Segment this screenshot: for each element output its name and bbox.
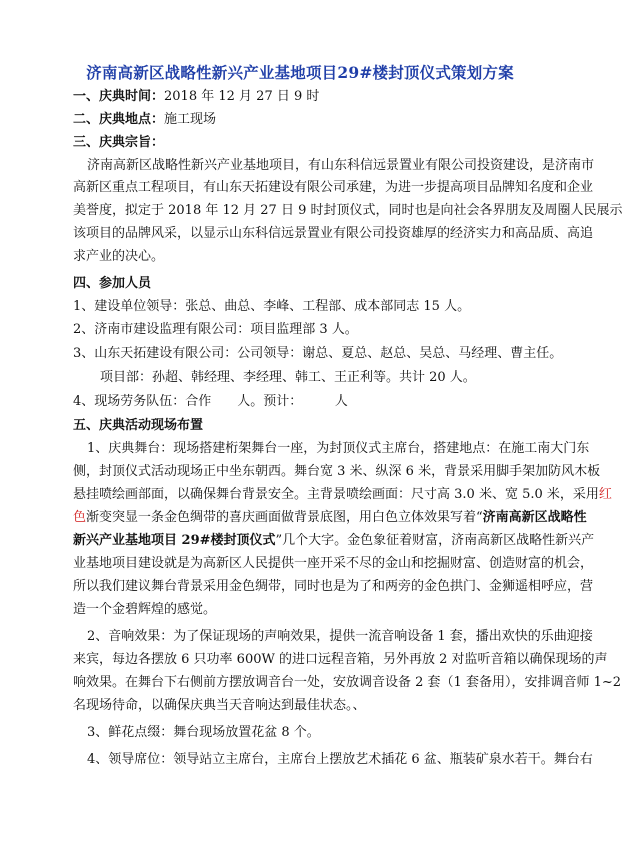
section-1-value: 2018 年 12 月 27 日 9 时 [164,89,320,104]
section-2-heading: 二、庆典地点： [73,112,165,127]
purpose-line-1: 济南高新区战略性新兴产业基地项目，有山东科信远景置业有限公司投资建设，是济南市 [87,158,595,173]
purpose-line-2: 高新区重点工程项目，有山东天拓建设有限公司承建，为进一步提高项目品牌知名度和企业 [73,180,594,195]
participant-item-1: 1、建设单位领导：张总、曲总、李峰、工程部、成本部同志 15 人。 [73,299,471,314]
audio-line-3: 响效果。在舞台下右侧前方摆放调音台一处，安放调音设备 2 套（1 套备用），安排调音师 1~2 [73,675,622,690]
section-4-heading: 四、参加人员 [73,276,152,291]
participant-item-3-project: 项目部：孙超、韩经理、李经理、韩工、王正利等。共计 20 人。 [100,370,476,385]
stage-line-4-red: 色 [73,510,87,525]
section-1-heading: 一、庆典时间： [73,89,165,104]
stage-line-2: 侧，封顶仪式活动现场正中坐东朝西。舞台宽 3 米、纵深 6 米，背景采用脚手架加防风木板 [73,464,601,479]
stage-line-6: 业基地项目建设就是为高新区人民提供一座开采不尽的金山和挖掘财富、创造财富的机会， [73,556,594,571]
purpose-line-3: 美誉度，拟定于 2018 年 12 月 27 日 9 时封顶仪式，同时也是向社会各界朋友及周圈人民展示 [73,203,623,218]
stage-line-3-red: 红 [598,487,612,502]
stage-line-1: 1、庆典舞台：现场搭建桁架舞台一座，为封顶仪式主席台，搭建地点：在施工南大门东 [87,441,590,456]
audio-line-2: 来宾，每边各摆放 6 只功率 600W 的进口远程音箱，另外再放 2 对监听音箱以确保现场的声 [73,652,608,667]
stage-line-3 [73,487,612,503]
audio-line-1: 2、音响效果：为了保证现场的声响效果，提供一流音响设备 1 套，播出欢快的乐曲迎接 [87,629,593,644]
stage-line-5-text: ”几个大字。金色象征着财富，济南高新区战略性新兴产 [275,533,595,548]
stage-line-4-text: 渐变突显一条金色绸带的喜庆画面做背景底图，用白色立体效果写着“ [86,510,483,525]
stage-line-4 [73,510,587,526]
audio-line-4: 名现场待命，以确保庆典当天音响达到最佳状态。、 [73,698,366,713]
purpose-line-5: 求产业的决心。 [73,249,165,264]
purpose-line-4: 该项目的品牌风采，以显示山东科信远景置业有限公司投资雄厚的经济实力和高品质、高追 [73,226,594,241]
stage-line-7: 所以我们建议舞台背景采用金色绸带，同时也是为了和两旁的金色拱门、金狮遥相呼应，营 [73,579,594,594]
stage-line-5-bold: 新兴产业基地项目 29#楼封顶仪式 [73,533,276,548]
stage-line-8: 造一个金碧辉煌的感觉。 [73,602,217,617]
flower-line: 3、鲜花点缀：舞台现场放置花盆 8 个。 [87,725,320,740]
section-2-location [73,112,216,128]
section-2-value: 施工现场 [164,112,217,127]
participant-item-3: 3、山东天拓建设有限公司：公司领导：谢总、夏总、赵总、吴总、马经理、曹主任。 [73,346,563,361]
seating-line-1: 4、领导席位：领导站立主席台，主席台上摆放艺术插花 6 盆、瓶装矿泉水若干。舞台右 [87,752,593,767]
participant-item-4: 4、现场劳务队伍：合作 人。预计： 人 [73,394,348,409]
document-title: 济南高新区战略性新兴产业基地项目29#楼封顶仪式策划方案 [86,63,514,82]
section-3-heading: 三、庆典宗旨： [73,135,165,150]
section-1-time [73,89,319,105]
stage-line-5 [73,533,594,549]
section-5-heading: 五、庆典活动现场布置 [73,418,204,433]
stage-line-3-text: 悬挂喷绘画部面，以确保舞台背景安全。主背景喷绘画面：尺寸高 3.0 米、宽 5.0 米，采用 [73,487,599,502]
participant-item-2: 2、济南市建设监理有限公司：项目监理部 3 人。 [73,322,358,337]
stage-line-4-bold: 济南高新区战略性 [482,510,587,525]
